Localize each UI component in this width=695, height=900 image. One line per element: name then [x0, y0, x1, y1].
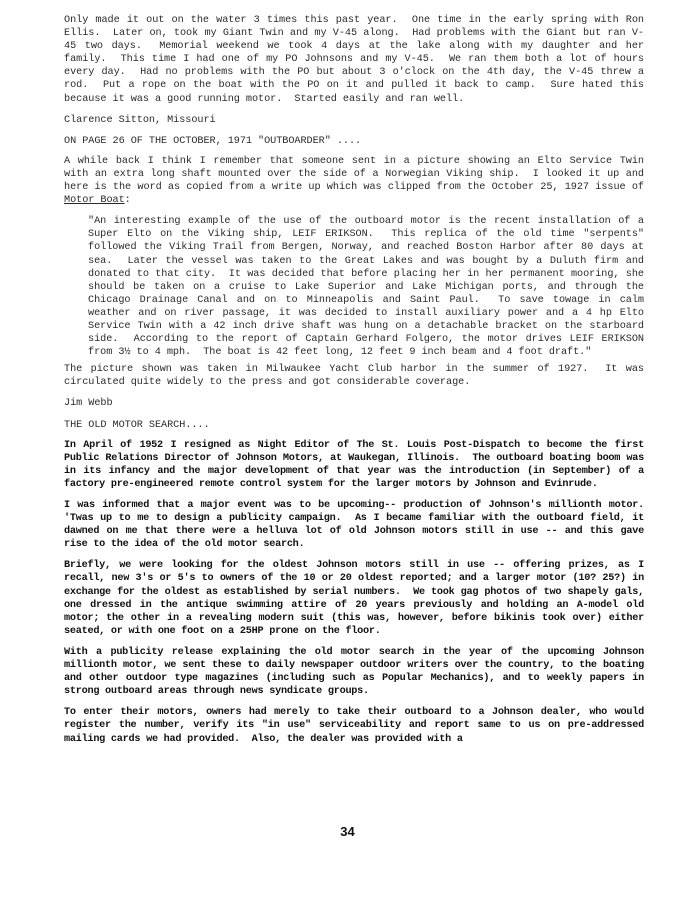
- signature-clarence-sitton: Clarence Sitton, Missouri: [64, 114, 216, 126]
- paragraph-elto-intro-text: A while back I think I remember that someone sent in a picture showing an Elto Service Twin with an extra long shaft mounted over the side of a Norwegian Viking ship. I looked it up and here is the word as copied from a write up which was clipped from the October 25, 1927 issue of: [64, 155, 651, 194]
- paragraph-elto-intro-colon: :: [124, 195, 131, 207]
- paragraph-dealer-registration: To enter their motors, owners had merely to take their outboard to a Johnson dealer, who would register the number, verify its "in use" serviceability and report same to us on pre-addressed mailing cards we had provided. Also, the dealer was provided with a: [64, 707, 650, 745]
- quoted-passage-viking-ship: "An interesting example of the use of the outboard motor is the recent installation of a Super Elto on the Viking ship, LEIF ERIKSON. This replica of the old time "serpents" followed the Viking Trail from Bergen, Norway, and reached Boston Harbor after 80 days at sea. Later the vessel was taken to the Great Lakes and was bought by a Duluth firm and donated to that city. It was decided that before placing her in her permanent mooring, she should be taken on a cruise to Lake Superior and Lake Michigan ports, and through the Chicago Drainage Canal and on to Minneapolis and Saint Paul. To save towage in calm weather and on river passage, it was decided to install auxiliary power and a 4 hp Elto Service Twin with a 42 inch drive shaft was hung on a detachable bracket on the starboard side. According to the report of Captain Gerhard Folgero, the motor drives LEIF ERIKSON from 3½ to 4 mph. The boat is 42 feet long, 12 feet 9 inch beam and 4 foot draft.": [88, 216, 651, 359]
- page-number: 34: [340, 824, 355, 839]
- source-title-motor-boat: Motor Boat: [64, 195, 125, 207]
- paragraph-johnson-pr-director: In April of 1952 I resigned as Night Editor of The St. Louis Post-Dispatch to become the first Public Relations Director of Johnson Motors, at Waukegan, Illinois. The outboard boating boom was in its infancy and the major development of that year was the introduction (in September) of a factory pre-engineered remote control system for the larger motors by Johnson and Evinrude.: [64, 439, 650, 490]
- section-heading-outboarder: ON PAGE 26 OF THE OCTOBER, 1971 "OUTBOARDER" ....: [64, 135, 362, 147]
- document-page: [64, 14, 656, 754]
- section-heading-old-motor-search: THE OLD MOTOR SEARCH....: [64, 419, 210, 431]
- paragraph-millionth-motor: I was informed that a major event was to be upcoming-- production of Johnson's millionth motor. 'Twas up to me to design a publicity campaign. As I became familiar with the outboard field, it dawned on me that there were a helluva lot of old Johnson motors still in use -- and this gave rise to the idea of the old motor search.: [64, 500, 656, 551]
- paragraph-publicity-release: With a publicity release explaining the old motor search in the year of the upcoming Johnson millionth motor, we sent these to daily newspaper outdoor writers over the country, to the boating and other outdoor type magazines (including such as Popular Mechanics), and to weekly papers in strong outboard areas through news syndicate groups.: [64, 646, 650, 698]
- paragraph-prizes-photos: Briefly, we were looking for the oldest Johnson motors still in use -- offering prizes, as I recall, new 3's or 5's to owners of the 10 or 20 oldest reported; and a larger motor (10? 25?) in exchange for the oldest as established by serial numbers. We took gag photos of two shapely gals, one dressed in the antique swimming attire of 20 years previously and holding an A-model old motor; the other in a revealing modern suit (this was, however, before bikinis took over) either seated, or with one foot on a 25HP prone on the floor.: [64, 560, 650, 637]
- paragraph-elto-intro: [64, 155, 651, 207]
- paragraph-milwaukee-photo: The picture shown was taken in Milwaukee Yacht Club harbor in the summer of 1927. It was circulated quite widely to the press and got considerable coverage.: [64, 364, 651, 389]
- paragraph-sitton-letter: Only made it out on the water 3 times this past year. One time in the early spring with Ron Ellis. Later on, took my Giant Twin and my V-45 along. Had problems with the Giant but ran V-45 two days. Memorial weekend we took 4 days at the lake along with my daughter and her family. This time I had one of my PO Johnsons and my V-45. We ran them both a lot of hours every day. Had no problems with the PO but about 3 o'clock on the 4th day, the V-45 threw a rod. Put a rope on the boat with the PO on it and pulled it back to camp. Sure hated this because it was a good running motor. Started easily and ran well.: [64, 15, 651, 105]
- signature-jim-webb: Jim Webb: [64, 398, 113, 410]
